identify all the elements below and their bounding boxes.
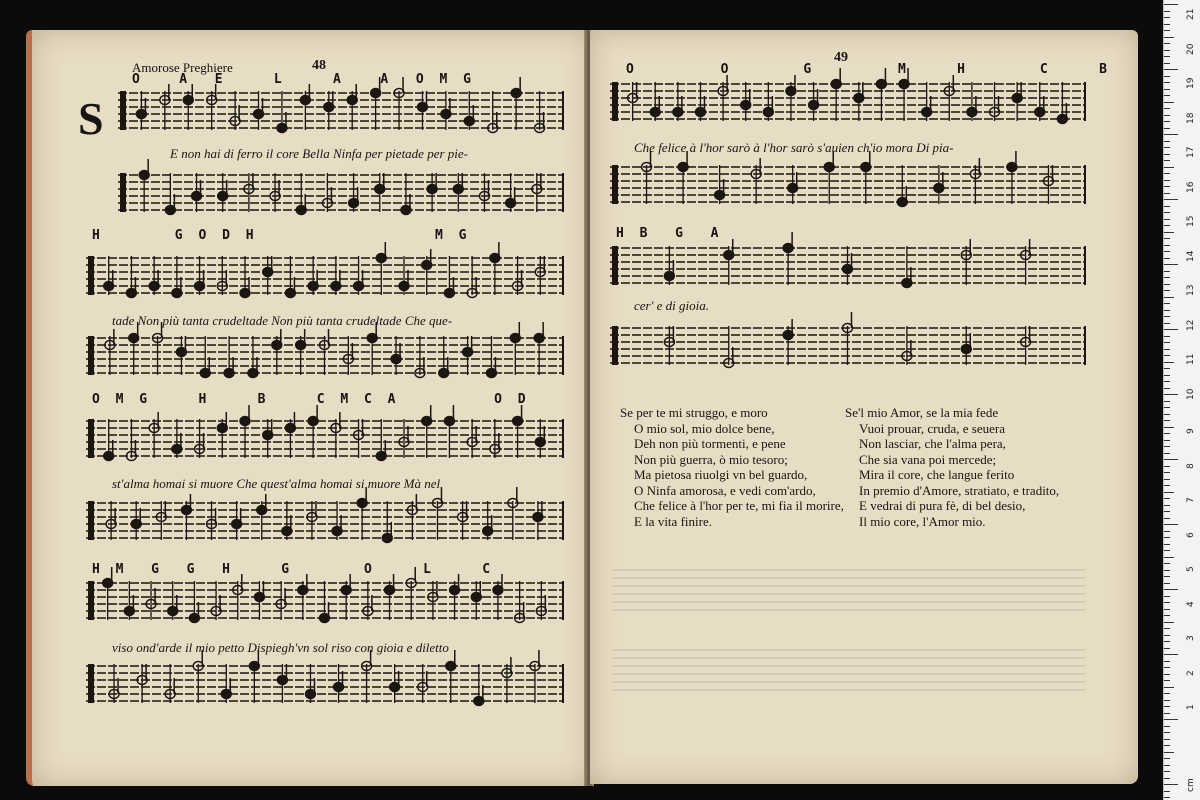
ruler-tick [1164, 238, 1170, 239]
poem-line: E la vita finire. [634, 513, 712, 529]
ruler-tick [1164, 206, 1170, 207]
ruler-tick [1164, 596, 1170, 597]
ruler-tick [1164, 154, 1170, 155]
poem-line: Ma pietosa riuolgi vn bel guardo, [634, 467, 808, 482]
ruler-tick [1164, 160, 1170, 161]
ruler-tick [1164, 797, 1170, 798]
ruler-number: 7 [1186, 497, 1196, 503]
ruler-tick [1164, 225, 1170, 226]
lyric-line: st'alma homai si muore Che quest'alma homai si muore Mà nel [112, 476, 441, 491]
ruler-tick [1164, 433, 1170, 434]
ruler-tick [1164, 375, 1170, 376]
ruler-tick [1164, 271, 1170, 272]
ruler-number: 3 [1186, 635, 1196, 641]
ruler-unit: cm [1186, 778, 1196, 792]
ruler-tick [1164, 427, 1174, 428]
lyric-line: Che felice à l'hor sarò à l'hor sarò s'auien ch'io mora Di pia- [634, 140, 954, 155]
ruler-tick [1164, 290, 1170, 291]
ruler-tick [1164, 277, 1170, 278]
ruler-number: 13 [1186, 284, 1196, 296]
ruler-number: 1 [1186, 704, 1196, 710]
ruler-tick [1164, 264, 1178, 265]
page-number-left: 48 [312, 58, 326, 73]
ruler-tick [1164, 420, 1170, 421]
ruler-number: 14 [1186, 250, 1196, 262]
ruler-tick [1164, 791, 1170, 792]
ruler-tick [1164, 95, 1170, 96]
poem-line: Mira il core, che langue ferito [859, 467, 1015, 482]
poem-line: Non lasciar, che l'alma pera, [859, 436, 1006, 451]
ruler-tick [1164, 407, 1170, 408]
ruler-tick [1164, 505, 1170, 506]
poem-stanza-left [620, 405, 844, 529]
poem-line: Che felice à l'hor per te, mi fia il morire, [634, 498, 844, 513]
ruler-tick [1164, 485, 1170, 486]
ruler-tick [1164, 752, 1174, 753]
ruler-tick [1164, 50, 1170, 51]
ruler-tick [1164, 316, 1170, 317]
poem-line: Se'l mio Amor, se la mia fede [845, 405, 999, 420]
ruler-tick [1164, 648, 1170, 649]
ruler-tick [1164, 622, 1174, 623]
ruler-tick [1164, 687, 1174, 688]
ruler-tick [1164, 368, 1170, 369]
lyric-line: tade Non più tanta crudeltade Non più tanta crudeltade Che que- [112, 313, 453, 328]
ruler-number: 19 [1186, 77, 1196, 89]
ruler-tick [1164, 453, 1170, 454]
ruler-tick [1164, 303, 1170, 304]
ruler-tick [1164, 342, 1170, 343]
tab-letters-row: H G O D H M G [92, 228, 471, 243]
ruler-tick [1164, 186, 1170, 187]
ruler-tick [1164, 193, 1170, 194]
ruler-tick [1164, 89, 1170, 90]
ruler-tick [1164, 615, 1170, 616]
poem-line: O mio sol, mio dolce bene, [634, 420, 775, 436]
drop-cap: S [78, 93, 104, 144]
ruler-tick [1164, 706, 1170, 707]
ruler-tick [1164, 4, 1178, 5]
poem-line: Se per te mi struggo, e moro [620, 405, 768, 420]
ruler-tick [1164, 251, 1170, 252]
ruler-number: 12 [1186, 319, 1196, 331]
ruler-tick [1164, 518, 1170, 519]
ruler-number: 20 [1186, 43, 1196, 55]
poem-line: E vedrai di pura fè, di bel desio, [859, 498, 1026, 513]
poem-line: Vuoi prouar, cruda, e seuera [859, 420, 1005, 436]
ruler-number: 18 [1186, 112, 1196, 124]
ruler-tick [1164, 180, 1170, 181]
ruler-tick [1164, 765, 1170, 766]
tab-letters-row: O M G H B C M C A O D [92, 392, 530, 407]
ruler-tick [1164, 602, 1170, 603]
ruler-tick [1164, 355, 1170, 356]
ruler-tick [1164, 459, 1178, 460]
ruler-tick [1164, 446, 1170, 447]
measurement-ruler [1163, 0, 1200, 800]
ruler-number: 15 [1186, 215, 1196, 227]
ruler-tick [1164, 232, 1174, 233]
ruler-tick [1164, 219, 1170, 220]
ruler-tick [1164, 147, 1170, 148]
ruler-tick [1164, 550, 1170, 551]
ruler-tick [1164, 141, 1170, 142]
ruler-tick [1164, 128, 1170, 129]
ruler-tick [1164, 531, 1170, 532]
ruler-tick [1164, 414, 1170, 415]
ruler-tick [1164, 654, 1178, 655]
ruler-tick [1164, 323, 1170, 324]
ruler-number: 21 [1186, 8, 1196, 20]
ruler-tick [1164, 635, 1170, 636]
ruler-number: 11 [1186, 353, 1196, 365]
ruler-number: 6 [1186, 531, 1196, 538]
ruler-tick [1164, 388, 1170, 389]
running-header: Amorose Preghiere [132, 60, 233, 75]
ruler-tick [1164, 362, 1174, 363]
ruler-tick [1164, 537, 1170, 538]
ruler-tick [1164, 758, 1170, 759]
ruler-tick [1164, 628, 1170, 629]
ruler-tick [1164, 56, 1170, 57]
ruler-tick [1164, 583, 1170, 584]
ruler-tick [1164, 43, 1170, 44]
tab-letters-row: H B G A [616, 226, 723, 241]
ruler-tick [1164, 739, 1170, 740]
ruler-number: 10 [1186, 388, 1196, 400]
ruler-tick [1164, 381, 1170, 382]
ruler-tick [1164, 479, 1170, 480]
ruler-tick [1164, 498, 1170, 499]
lyric-line: cer' e di gioia. [634, 298, 709, 313]
ruler-tick [1164, 563, 1170, 564]
ruler-tick [1164, 745, 1170, 746]
ruler-tick [1164, 609, 1170, 610]
ruler-tick [1164, 284, 1170, 285]
ruler-tick [1164, 310, 1170, 311]
ruler-tick [1164, 440, 1170, 441]
poem-line: Non più guerra, ò mio tesoro; [634, 451, 788, 467]
poem-stanza-right [845, 405, 1059, 529]
ruler-tick [1164, 472, 1170, 473]
ruler-tick [1164, 576, 1170, 577]
tab-letters-row: H M G G H G O L C [92, 562, 495, 577]
ruler-number: 9 [1186, 428, 1196, 434]
ruler-tick [1164, 713, 1170, 714]
tab-letters-row: O O G M H C B [626, 62, 1111, 77]
ruler-tick [1164, 641, 1170, 642]
ruler-tick [1164, 693, 1170, 694]
ruler-tick [1164, 134, 1178, 135]
ruler-tick [1164, 297, 1174, 298]
ruler-tick [1164, 329, 1178, 330]
ruler-tick [1164, 76, 1170, 77]
ruler-tick [1164, 115, 1170, 116]
ruler-tick [1164, 466, 1170, 467]
poem-line: Il mio core, l'Amor mio. [859, 513, 986, 529]
ruler-tick [1164, 167, 1174, 168]
ruler-tick [1164, 173, 1170, 174]
ruler-tick [1164, 674, 1170, 675]
ruler-tick [1164, 30, 1170, 31]
ruler-tick [1164, 680, 1170, 681]
ruler-tick [1164, 69, 1178, 70]
ruler-number: 16 [1186, 181, 1196, 193]
ruler-tick [1164, 258, 1170, 259]
ruler-tick [1164, 11, 1170, 12]
ruler-tick [1164, 732, 1170, 733]
ruler-number: 4 [1186, 600, 1196, 607]
ruler-tick [1164, 589, 1178, 590]
ruler-tick [1164, 102, 1174, 103]
ruler-tick [1164, 82, 1170, 83]
ruler-tick [1164, 700, 1170, 701]
lyric-line: viso ond'arde il mio petto Dispiegh'vn sol riso con gioia e diletto [112, 640, 449, 655]
ruler-tick [1164, 401, 1170, 402]
left-page [26, 30, 592, 786]
lyric-line: E non hai di ferro il core Bella Ninfa per pietade per pie- [170, 146, 468, 161]
ruler-tick [1164, 570, 1170, 571]
ruler-tick [1164, 784, 1178, 785]
tab-letters-row: O A E L A A O M G [132, 72, 475, 87]
ruler-tick [1164, 121, 1170, 122]
ruler-tick [1164, 349, 1170, 350]
page-number-right: 49 [834, 50, 848, 65]
ruler-tick [1164, 661, 1170, 662]
ruler-tick [1164, 524, 1178, 525]
ruler-tick [1164, 492, 1174, 493]
ruler-tick [1164, 37, 1174, 38]
ruler-tick [1164, 719, 1178, 720]
ruler-tick [1164, 544, 1170, 545]
poem-line: Che sia vana poi mercede; [859, 451, 997, 467]
ruler-number: 2 [1186, 669, 1196, 676]
ruler-tick [1164, 24, 1170, 25]
ruler-tick [1164, 108, 1170, 109]
poem-line: O Ninfa amorosa, e vedi com'ardo, [634, 482, 816, 498]
ruler-tick [1164, 667, 1170, 668]
ruler-tick [1164, 17, 1170, 18]
ruler-tick [1164, 199, 1178, 200]
poem-line: In premio d'Amore, stratiato, e tradito, [859, 482, 1060, 498]
ruler-tick [1164, 771, 1170, 772]
poem-line: Deh non più tormenti, e pene [634, 436, 786, 451]
ruler-tick [1164, 778, 1170, 779]
ruler-number: 8 [1186, 462, 1196, 469]
ruler-tick [1164, 394, 1178, 395]
ruler-tick [1164, 726, 1170, 727]
ruler-tick [1164, 336, 1170, 337]
ruler-number: 5 [1186, 566, 1196, 572]
ruler-tick [1164, 511, 1170, 512]
ruler-tick [1164, 557, 1174, 558]
ruler-tick [1164, 245, 1170, 246]
ruler-tick [1164, 63, 1170, 64]
ruler-number: 17 [1186, 146, 1196, 158]
ruler-tick [1164, 212, 1170, 213]
